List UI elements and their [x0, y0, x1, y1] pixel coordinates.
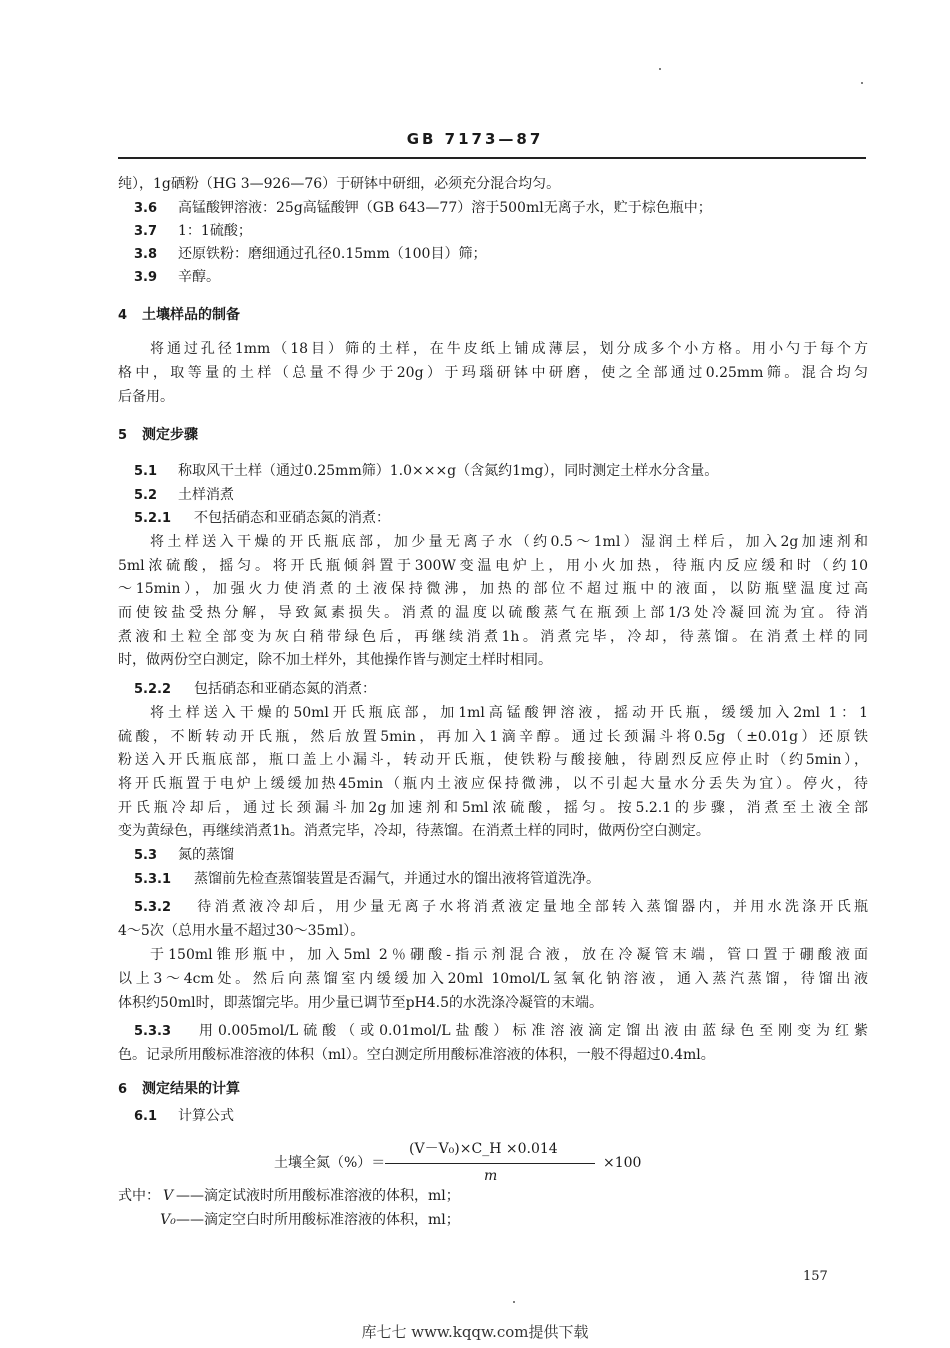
clause-number: 3.8 — [134, 247, 158, 262]
definition-prefix: 式中： — [118, 1188, 160, 1204]
scan-speck — [659, 68, 661, 70]
formula-denominator: m — [484, 1168, 498, 1184]
paragraph-line: 5ml浓硫酸，摇匀。将开氏瓶倾斜置于300W变温电炉上，用小火加热，待瓶内反应缓和时（约10 — [118, 558, 868, 574]
page-number: 157 — [803, 1269, 828, 1284]
formula-rhs: ×100 — [603, 1155, 642, 1171]
clause-text: 蒸馏前先检查蒸馏装置是否漏气，并通过水的馏出液将管道洗净。 — [194, 871, 600, 887]
paragraph-line: 开氏瓶冷却后，通过长颈漏斗加2g加速剂和5ml浓硫酸，摇匀。按5.2.1的步骤，消煮至土液全部 — [118, 800, 868, 816]
paragraph-line: 变为黄绿色，再继续消煮1h。消煮完毕，冷却，待蒸馏。在消煮土样的同时，做两份空白测定。 — [118, 823, 710, 839]
section-title: 测定步骤 — [142, 427, 198, 443]
formula-lhs: 土壤全氮（%）＝ — [274, 1155, 386, 1171]
clause-number: 3.9 — [134, 270, 158, 285]
paragraph-first-line: 将土样送入干燥的开氏瓶底部，加少量无离子水（约0.5～1ml）湿润土样后，加入2g加速剂和 — [150, 534, 868, 550]
clause-number: 5.3.3 — [134, 1024, 172, 1039]
clause-text: 称取风干土样（通过0.25mm筛）1.0×××g（含氮约1mg），同时测定土样水分含量。 — [178, 463, 719, 479]
numbered-clause — [134, 509, 868, 528]
paragraph-line: 硫酸，不断转动开氏瓶，然后放置5min，再加入1滴辛醇。通过长颈漏斗将0.5g（±0.01g）还原铁 — [118, 729, 868, 745]
paragraph-line: 格中，取等量的土样（总量不得少于20g）于玛瑙研钵中研磨，使之全部通过0.25mm筛。混合均匀 — [118, 365, 868, 381]
clause-text: 辛醇。 — [178, 269, 220, 285]
paragraph-line: 粉送入开氏瓶底部，瓶口盖上小漏斗，转动开氏瓶，使铁粉与酸接触，待剧烈反应停止时（约5min）， — [118, 752, 868, 768]
definition-symbol: V₀ — [160, 1212, 176, 1228]
paragraph-line: 后备用。 — [118, 389, 174, 405]
paragraph-line: 而使铵盐受热分解，导致氮素损失。消煮的温度以硫酸蒸气在瓶颈上部1/3处冷凝回流为宜。待消 — [118, 605, 868, 621]
paragraph-line: ～15min），加强火力使消煮的土液保持微沸，加热的部位不超过瓶中的液面，以防瓶壁温度过高 — [118, 581, 868, 597]
clause-number: 5.2.2 — [134, 682, 172, 697]
clause-text: 待消煮液冷却后，用少量无离子水将消煮液定量地全部转入蒸馏器内，并用水洗涤开氏瓶 — [194, 899, 868, 915]
paragraph-first-line: 于150ml锥形瓶中，加入5ml 2％硼酸-指示剂混合液，放在冷凝管末端，管口置于硼酸液面 — [150, 947, 868, 963]
clause-text: 氮的蒸馏 — [178, 847, 234, 863]
definition-v0 — [160, 1211, 460, 1229]
clause-number: 6.1 — [134, 1109, 158, 1124]
numbered-clause — [134, 898, 868, 917]
section-title: 土壤样品的制备 — [142, 307, 240, 323]
paragraph-line: 纯），1g硒粉（HG 3—926—76）于研钵中研细，必须充分混合均匀。 — [118, 176, 561, 192]
scan-speck — [861, 82, 863, 84]
definition-symbol: V — [162, 1188, 174, 1204]
clause-number: 5.3 — [134, 848, 158, 863]
numbered-clause — [134, 199, 868, 218]
paragraph-line: 将开氏瓶置于电炉上缓缓加热45min（瓶内土液应保持微沸，以不引起大量水分丢失为宜）。停火，待 — [118, 776, 868, 792]
paragraph-line: 4～5次（总用水量不超过30～35ml）。 — [118, 923, 365, 939]
clause-number: 5.3.2 — [134, 900, 172, 915]
section-title: 测定结果的计算 — [142, 1081, 240, 1097]
definition-text: ——滴定试液时所用酸标准溶液的体积，ml； — [176, 1188, 460, 1204]
clause-text: 计算公式 — [178, 1108, 234, 1124]
clause-number: 5.2.1 — [134, 511, 172, 526]
clause-number: 5.3.1 — [134, 872, 172, 887]
section-number: 6 — [118, 1082, 128, 1097]
clause-number: 3.6 — [134, 201, 158, 216]
download-footer: 库七七 www.kqqw.com提供下载 — [361, 1323, 589, 1341]
clause-text: 土样消煮 — [178, 487, 234, 503]
section-number: 4 — [118, 308, 128, 323]
clause-text: 还原铁粉：磨细通过孔径0.15mm（100目）筛； — [178, 246, 487, 262]
paragraph-line: 时，做两份空白测定，除不加土样外，其他操作皆与测定土样时相同。 — [118, 652, 552, 668]
clause-number: 5.2 — [134, 488, 158, 503]
section-number: 5 — [118, 428, 128, 443]
numbered-clause — [134, 1022, 868, 1041]
paragraph-first-line: 将土样送入干燥的50ml开氏瓶底部，加1ml高锰酸钾溶液，摇动开氏瓶，缓缓加入2ml 1：1 — [150, 705, 868, 721]
section-heading — [118, 426, 868, 445]
definition-text: ——滴定空白时所用酸标准溶液的体积，ml； — [176, 1212, 460, 1228]
clause-number: 5.1 — [134, 464, 158, 479]
clause-text: 不包括硝态和亚硝态氮的消煮： — [194, 510, 390, 526]
clause-text: 高锰酸钾溶液：25g高锰酸钾（GB 643—77）溶于500ml无离子水，贮于棕色瓶中； — [178, 200, 712, 216]
header-rule — [118, 157, 866, 159]
numbered-clause — [134, 680, 868, 699]
paragraph-line: 体积约50ml时，即蒸馏完毕。用少量已调节至pH4.5的水洗涤冷凝管的末端。 — [118, 995, 604, 1011]
standard-header: GB 7173—87 — [406, 130, 544, 148]
paragraph-line: 色。记录所用酸标准溶液的体积（ml）。空白测定所用酸标准溶液的体积，一般不得超过0.4ml。 — [118, 1047, 715, 1063]
numbered-clause — [134, 245, 868, 264]
paragraph-line: 煮液和土粒全部变为灰白稍带绿色后，再继续消煮1h。消煮完毕，冷却，待蒸馏。在消煮土样的同 — [118, 629, 868, 645]
numbered-clause — [134, 486, 868, 505]
fraction-bar — [385, 1163, 595, 1164]
numbered-clause — [134, 222, 868, 241]
scan-speck — [513, 1301, 515, 1303]
section-heading — [118, 1080, 868, 1099]
clause-text: 1：1硫酸； — [178, 223, 252, 239]
paragraph-first-line: 将通过孔径1mm（18目）筛的土样，在牛皮纸上铺成薄层，划分成多个小方格。用小勺于每个方 — [150, 341, 868, 357]
numbered-clause — [134, 870, 868, 889]
numbered-clause — [134, 462, 868, 481]
formula-numerator: (V－V₀)×C_H ×0.014 — [409, 1141, 558, 1157]
numbered-clause — [134, 846, 868, 865]
clause-number: 3.7 — [134, 224, 158, 239]
clause-text: 包括硝态和亚硝态氮的消煮： — [194, 681, 376, 697]
definition-v — [118, 1187, 460, 1205]
paragraph-line: 以上3～4cm处。然后向蒸馏室内缓缓加入20ml 10mol/L氢氧化钠溶液，通入蒸汽蒸馏，待馏出液 — [118, 971, 868, 987]
section-heading — [118, 306, 868, 325]
numbered-clause — [134, 1107, 868, 1126]
clause-text: 用0.005mol/L硫酸（或0.01mol/L盐酸）标准溶液滴定馏出液由蓝绿色至刚变为红紫 — [194, 1023, 868, 1039]
numbered-clause — [134, 268, 868, 287]
